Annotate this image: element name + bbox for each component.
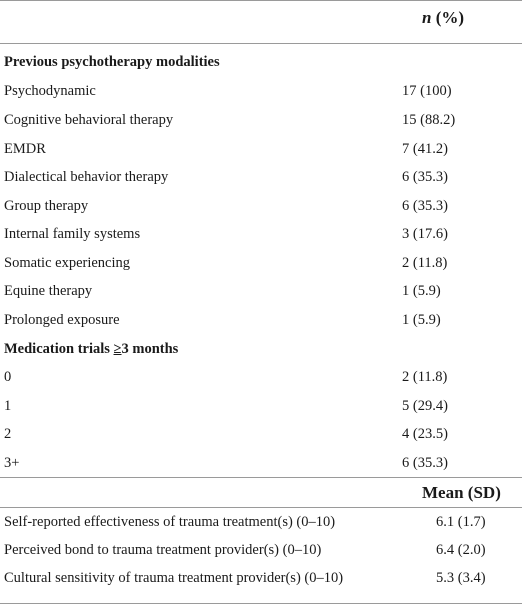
row-label: Equine therapy (4, 283, 93, 299)
table-row (0, 306, 522, 334)
row-value: 6 (35.3) (402, 455, 448, 471)
row-value: 6.1 (1.7) (436, 514, 486, 530)
row-label: Group therapy (4, 198, 89, 214)
section-title: Previous psychotherapy modalities (4, 54, 220, 70)
row-value: 7 (41.2) (402, 141, 448, 157)
table-row (0, 135, 522, 163)
row-label: Somatic experiencing (4, 255, 131, 271)
row-value: 5 (29.4) (402, 398, 448, 414)
row-label: Cognitive behavioral therapy (4, 112, 174, 128)
section-header-psychotherapy (0, 48, 522, 76)
row-value: 15 (88.2) (402, 112, 456, 128)
row-label: 1 (4, 398, 12, 414)
table-row (0, 536, 522, 564)
mid-rule (0, 477, 522, 478)
row-label: 2 (4, 426, 12, 442)
header-rule (0, 43, 522, 44)
row-label: 0 (4, 369, 12, 385)
table-row (0, 420, 522, 448)
table-row (0, 392, 522, 420)
bottom-rule (0, 603, 522, 604)
table-row (0, 249, 522, 277)
row-value: 2 (11.8) (402, 255, 448, 271)
table-row (0, 106, 522, 134)
table-row (0, 449, 522, 477)
table-row (0, 363, 522, 391)
table-row (0, 192, 522, 220)
row-label: Prolonged exposure (4, 312, 120, 328)
table-row (0, 220, 522, 248)
row-value: 4 (23.5) (402, 426, 448, 442)
row-value: 5.3 (3.4) (436, 570, 486, 586)
column-header-n-pct: n (%) (422, 8, 465, 27)
row-value: 17 (100) (402, 83, 452, 99)
row-label: EMDR (4, 141, 46, 157)
table-row (0, 508, 522, 536)
table-row (0, 277, 522, 305)
row-label: Internal family systems (4, 226, 141, 242)
row-label: Self-reported effectiveness of trauma treatment(s) (0–10) (4, 514, 336, 530)
row-value: 1 (5.9) (402, 312, 441, 328)
row-label: 3+ (4, 455, 20, 471)
row-value: 3 (17.6) (402, 226, 448, 242)
row-value: 6 (35.3) (402, 198, 448, 214)
section-title: Medication trials ≥3 months (4, 341, 179, 357)
row-value: 1 (5.9) (402, 283, 441, 299)
table-row (0, 564, 522, 592)
row-label: Perceived bond to trauma treatment provider(s) (0–10) (4, 542, 322, 558)
table-row (0, 77, 522, 105)
section-header-medication (0, 335, 522, 363)
top-rule (0, 0, 522, 1)
row-label: Cultural sensitivity of trauma treatment provider(s) (0–10) (4, 570, 344, 586)
row-value: 6.4 (2.0) (436, 542, 486, 558)
row-label: Psychodynamic (4, 83, 96, 99)
table-row (0, 163, 522, 191)
row-value: 2 (11.8) (402, 369, 448, 385)
row-label: Dialectical behavior therapy (4, 169, 169, 185)
row-value: 6 (35.3) (402, 169, 448, 185)
column-header-mean-sd: Mean (SD) (422, 483, 501, 502)
